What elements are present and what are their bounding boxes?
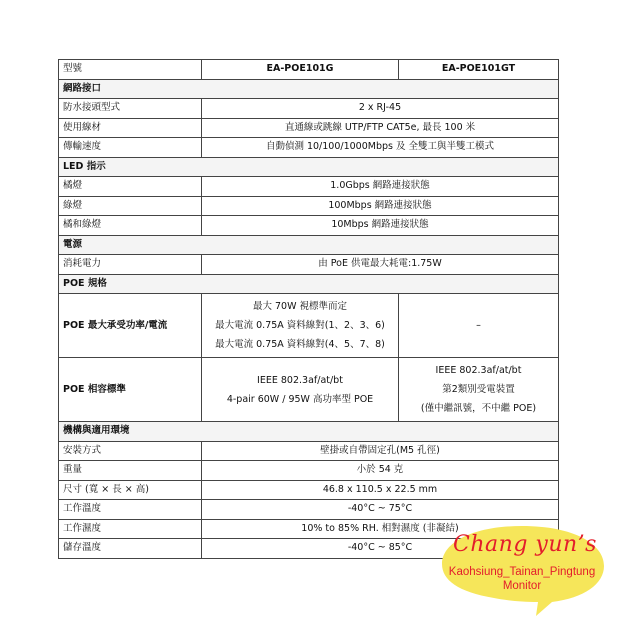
- model-label: 型號: [59, 60, 202, 80]
- section-power: 電源: [59, 235, 559, 255]
- poe-std-line: 4-pair 60W / 95W 高功率型 POE: [226, 393, 374, 405]
- row-value: 100Mbps 網路連接狀態: [202, 196, 559, 216]
- section-row: [59, 422, 559, 442]
- poe-power-line: 最大電流 0.75A 資料線對(1、2、3、6): [215, 320, 385, 331]
- section-poe: POE 規格: [59, 274, 559, 294]
- poe-std-gt-line: 第2類別受電裝置: [442, 384, 515, 395]
- section-row: [59, 157, 559, 177]
- row-value: -40°C ~ 75°C: [202, 500, 559, 520]
- table-row: [59, 500, 559, 520]
- row-label: 橘燈: [59, 177, 202, 197]
- table-row: [59, 461, 559, 481]
- poe-std-gt-line: (僅中繼訊號，不中繼 POE): [420, 403, 537, 414]
- poe-power-gt: –: [399, 294, 559, 358]
- row-value: 自動偵測 10/100/1000Mbps 及 全雙工與半雙工模式: [202, 138, 559, 158]
- model-g: EA-POE101G: [202, 60, 399, 80]
- section-led: LED 指示: [59, 157, 559, 177]
- row-label: 防水接頭型式: [59, 99, 202, 119]
- table-row: [59, 118, 559, 138]
- table-row: [59, 99, 559, 119]
- row-label: 安裝方式: [59, 441, 202, 461]
- row-label: 工作濕度: [59, 519, 202, 539]
- table-row: [59, 196, 559, 216]
- row-value: -40°C ~ 85°C: [202, 539, 559, 559]
- row-label: 尺寸 (寬 × 長 × 高): [59, 480, 202, 500]
- row-label: 儲存溫度: [59, 539, 202, 559]
- table-row: [59, 255, 559, 275]
- section-row: [59, 79, 559, 99]
- section-network: 網路接口: [59, 79, 559, 99]
- row-value: 直通線或跳線 UTP/FTP CAT5e, 最長 100 米: [202, 118, 559, 138]
- poe-power-cell: [202, 294, 399, 358]
- table-row: [59, 480, 559, 500]
- table-header-row: [59, 60, 559, 80]
- row-value: 10% to 85% RH. 相對濕度 (非凝結): [202, 519, 559, 539]
- table-row: [59, 441, 559, 461]
- table-row: [59, 358, 559, 422]
- table-row: [59, 177, 559, 197]
- section-row: [59, 274, 559, 294]
- poe-power-line: 最大電流 0.75A 資料線對(4、5、7、8): [215, 339, 385, 350]
- row-label: 重量: [59, 461, 202, 481]
- row-label: 消耗電力: [59, 255, 202, 275]
- spec-table: [58, 59, 559, 559]
- row-label: POE 最大承受功率/電流: [59, 294, 202, 358]
- table-row: [59, 216, 559, 236]
- poe-std-g-cell: [202, 358, 399, 422]
- table-row: [59, 294, 559, 358]
- row-value: 10Mbps 網路連接狀態: [202, 216, 559, 236]
- logo-subtitle-monitor: Monitor: [502, 580, 542, 592]
- table-row: [59, 138, 559, 158]
- poe-std-line: IEEE 802.3af/at/bt: [257, 374, 343, 386]
- poe-std-gt-cell: [399, 358, 559, 422]
- model-gt: EA-POE101GT: [399, 60, 559, 80]
- row-value: 2 x RJ-45: [202, 99, 559, 119]
- row-value: 1.0Gbps 網路連接狀態: [202, 177, 559, 197]
- logo-subtitle-cities: Kaohsiung_Tainan_Pingtung: [448, 566, 596, 578]
- row-value: 46.8 x 110.5 x 22.5 mm: [202, 480, 559, 500]
- section-env: 機構與適用環境: [59, 422, 559, 442]
- row-value: 壁掛或自帶固定孔(M5 孔徑): [202, 441, 559, 461]
- row-value: 由 PoE 供電最大耗電:1.75W: [202, 255, 559, 275]
- poe-std-gt-line: IEEE 802.3af/at/bt: [435, 365, 522, 376]
- row-label: 傳輸速度: [59, 138, 202, 158]
- section-row: [59, 235, 559, 255]
- row-label: 橘和綠燈: [59, 216, 202, 236]
- row-label: 工作溫度: [59, 500, 202, 520]
- row-label: 綠燈: [59, 196, 202, 216]
- poe-power-line: 最大 70W 視標準而定: [252, 301, 348, 312]
- logo-title: Chang yun’s: [453, 532, 597, 557]
- row-value: 小於 54 克: [202, 461, 559, 481]
- watermark-logo: [434, 522, 610, 618]
- row-label: POE 相容標準: [59, 358, 202, 422]
- row-label: 使用線材: [59, 118, 202, 138]
